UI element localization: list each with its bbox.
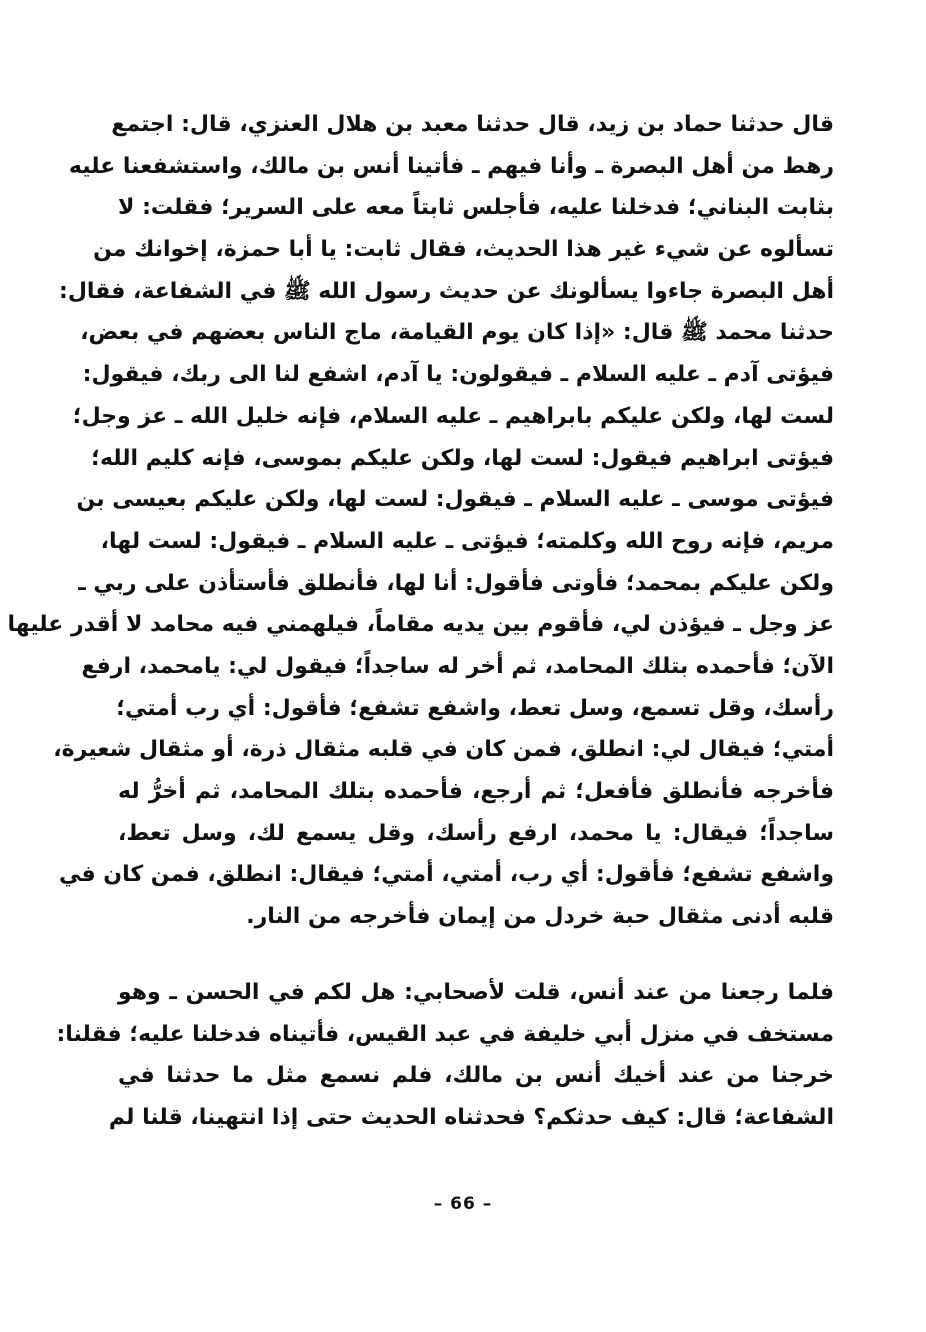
text-line: فلما رجعنا من عند أنس، قلت لأصحابي: هل لكم في الحسن ـ وهو <box>118 980 834 1005</box>
text-line: لست لها، ولكن عليكم بابراهيم ـ عليه السلام، فإنه خليل الله ـ عز وجل؛ <box>72 403 834 429</box>
text-line: رهط من أهل البصرة ـ وأنا فيهم ـ فأتينا أنس بن مالك، واستشفعنا عليه <box>68 153 834 179</box>
text-line: قلبه أدنى مثقال حبة خردل من إيمان فأخرجه من النار. <box>246 904 834 930</box>
text-line: فأخرجه فأنطلق فأفعل؛ ثم أرجع، فأحمده بتلك المحامد، ثم أخرُّ له <box>118 779 834 804</box>
text-line: أمتي؛ فيقال لي: انطلق، فمن كان في قلبه مثقال ذرة، أو مثقال شعيرة، <box>53 737 834 763</box>
text-line: تسألوه عن شيء غير هذا الحديث، فقال ثابت: يا أبا حمزة، إخوانك من <box>93 237 834 263</box>
text-line: واشفع تشفع؛ فأقول: أي رب، أمتي، أمتي؛ فيقال: انطلق، فمن كان في <box>58 862 834 888</box>
text-line: الآن؛ فأحمده بتلك المحامد، ثم أخر له ساجداً؛ فيقول لي: يامحمد، ارفع <box>81 653 834 679</box>
text-line: فيؤتى ابراهيم فيقول: لست لها، ولكن عليكم بموسى، فإنه كليم الله؛ <box>91 445 834 471</box>
paragraph-continuation <box>56 972 834 1139</box>
text-line: بثابت البناني؛ فدخلنا عليه، فأجلس ثابتاً معه على السرير؛ فقلت: لا <box>118 195 834 221</box>
text-line: خرجنا من عند أخيك أنس بن مالك، فلم نسمع مثل ما حدثنا في <box>118 1063 834 1089</box>
paragraph-hadith <box>7 104 834 938</box>
text-line: حدثنا محمد ﷺ قال: «إذا كان يوم القيامة، ماج الناس بعضهم في بعض، <box>80 320 834 346</box>
page-number: – 66 – <box>433 1194 493 1214</box>
text-line: ولكن عليكم بمحمد؛ فأوتى فأقول: أنا لها، فأنطلق فأستأذن على ربي ـ <box>78 570 834 596</box>
text-line: فيؤتى موسى ـ عليه السلام ـ فيقول: لست لها، ولكن عليكم بعيسى بن <box>76 487 834 513</box>
text-line: عز وجل ـ فيؤذن لي، فأقوم بين يديه مقاماً، فيلهمني فيه محامد لا أقدر عليها <box>7 612 834 638</box>
text-line: ساجداً؛ فيقال: يا محمد، ارفع رأسك، وقل يسمع لك، وسل تعط، <box>118 820 834 846</box>
text-line: مستخف في منزل أبي خليفة في عبد القيس، فأتيناه فدخلنا عليه؛ فقلنا: <box>56 1021 834 1047</box>
text-line: فيؤتى آدم ـ عليه السلام ـ فيقولون: يا آدم، اشفع لنا الى ربك، فيقول: <box>82 362 834 388</box>
text-line: رأسك، وقل تسمع، وسل تعط، واشفع تشفع؛ فأقول: أي رب أمتي؛ <box>116 695 834 721</box>
text-line: الشفاعة؛ قال: كيف حدثكم؟ فحدثناه الحديث حتى إذا انتهينا، قلنا لم <box>108 1105 834 1131</box>
text-line: مريم، فإنه روح الله وكلمته؛ فيؤتى ـ عليه السلام ـ فيقول: لست لها، <box>100 528 834 554</box>
text-line: قال حدثنا حماد بن زيد، قال حدثنا معبد بن هلال العنزي، قال: اجتمع <box>111 112 834 137</box>
text-line: أهل البصرة جاءوا يسألونك عن حديث رسول الله ﷺ في الشفاعة، فقال: <box>59 278 834 304</box>
